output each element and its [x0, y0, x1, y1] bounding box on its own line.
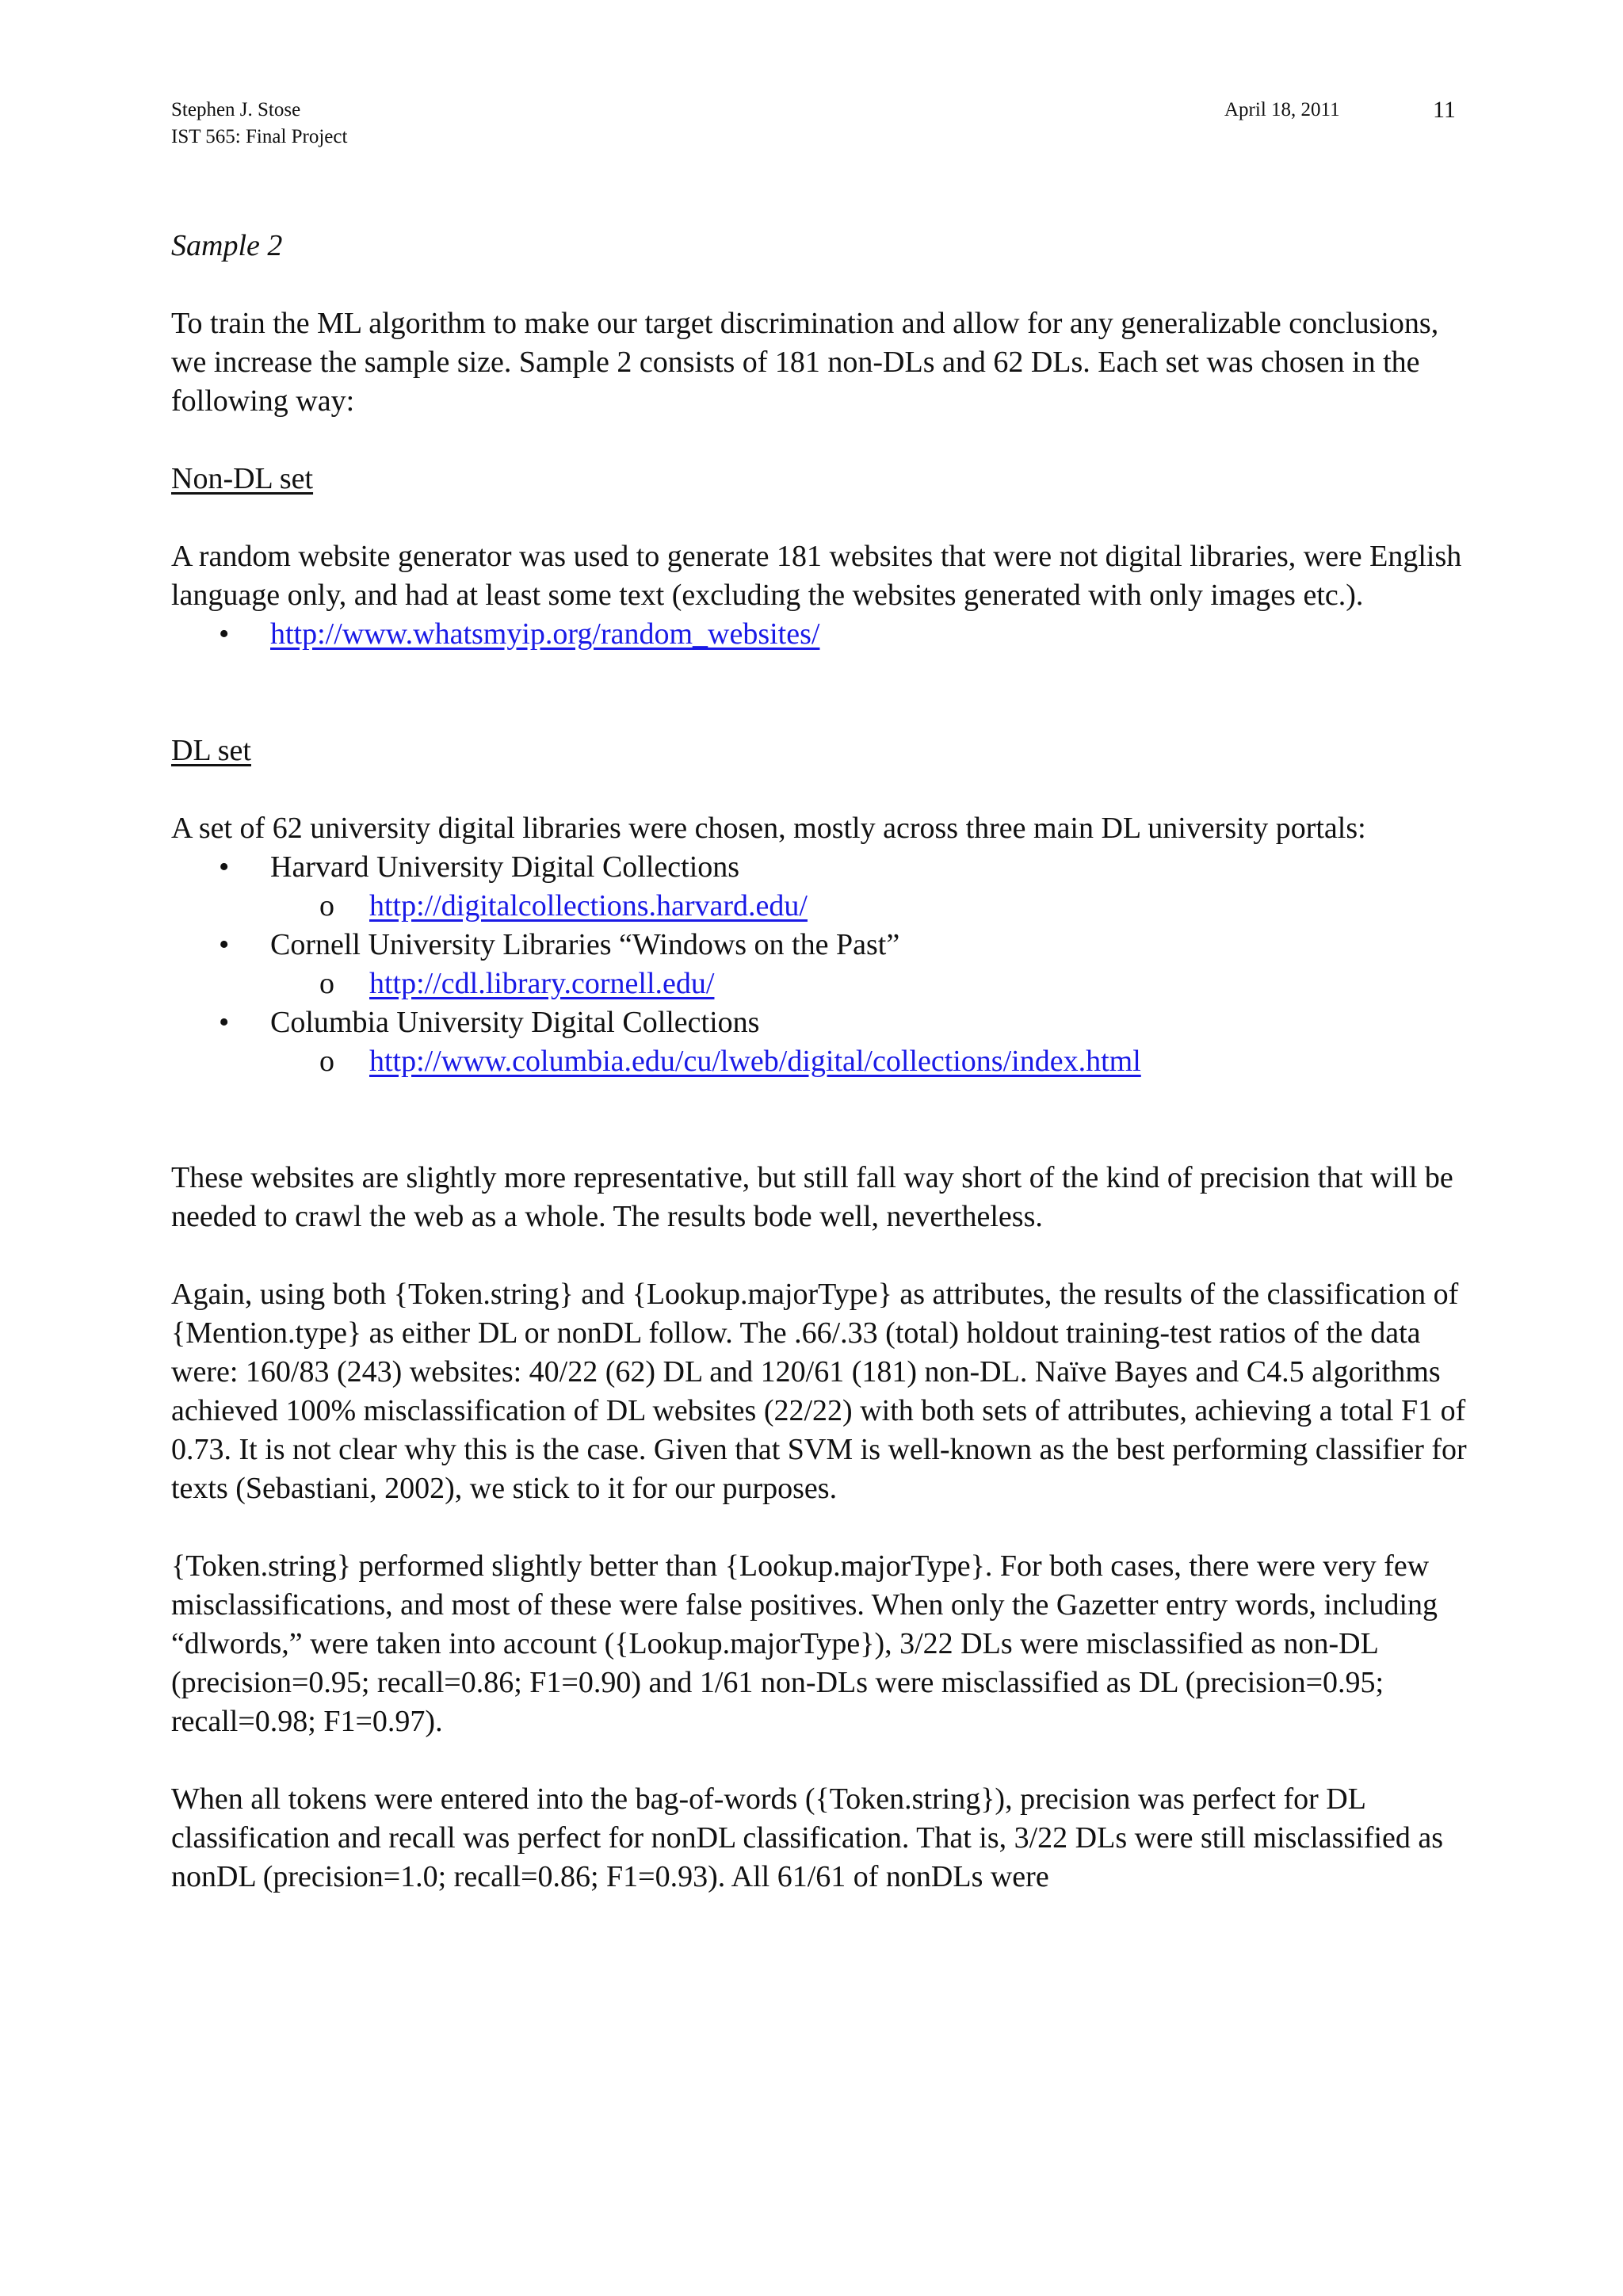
list-item	[171, 926, 1479, 1003]
intro-paragraph: To train the ML algorithm to make our target discrimination and allow for any generalizable conclusions, we increase the sample size. Sample 2 consists of 181 non-DLs and 62 DLs. Each set was chosen in the following way:	[171, 307, 1439, 418]
portal-name-harvard: Harvard University Digital Collections	[270, 850, 740, 884]
list-item	[171, 1003, 1479, 1081]
list-item	[171, 848, 1479, 926]
nondl-link-list	[171, 615, 1479, 654]
paragraph-token-string: {Token.string} performed slightly better than {Lookup.majorType}. For both cases, there were very few misclassifications, and most of these were false positives. When only the Gazetter entry words, including “dlwords,” were taken into account ({Lookup.majorType}), 3/22 DLs were misclassified as non-DL (precision=0.95; recall=0.86; F1=0.90) and 1/61 non-DLs were misclassified as DL (precision=0.95; recall=0.98; F1=0.97).	[171, 1549, 1438, 1738]
section-title: Sample 2	[171, 229, 283, 262]
header-course: IST 565: Final Project	[171, 126, 348, 147]
sub-bullet-icon: o	[319, 1045, 334, 1078]
paragraph-representative: These websites are slightly more representative, but still fall way short of the kind of precision that will be needed to crawl the web as a whole. The results bode well, nevertheless.	[171, 1161, 1453, 1233]
dl-portal-list	[171, 848, 1479, 1081]
bullet-icon: •	[219, 928, 230, 961]
random-websites-link[interactable]: http://www.whatsmyip.org/random_websites/	[270, 617, 820, 651]
sub-list	[270, 965, 1479, 1003]
header-date: April 18, 2011	[1224, 99, 1340, 120]
nondl-paragraph: A random website generator was used to generate 181 websites that were not digital libraries, were English language only, and had at least some text (excluding the websites generated with only images etc.).	[171, 540, 1462, 612]
list-item	[270, 965, 1479, 1003]
portal-name-columbia: Columbia University Digital Collections	[270, 1006, 760, 1039]
bullet-icon: •	[219, 1006, 230, 1039]
list-item	[270, 1042, 1479, 1081]
header-author: Stephen J. Stose	[171, 99, 301, 120]
sub-bullet-icon: o	[319, 967, 334, 1000]
dl-heading: DL set	[171, 734, 251, 767]
bullet-icon: •	[219, 617, 230, 651]
portal-name-cornell: Cornell University Libraries “Windows on the Past”	[270, 928, 900, 961]
document-body	[171, 227, 1479, 1897]
sub-list	[270, 1042, 1479, 1081]
bullet-icon: •	[219, 850, 230, 884]
list-item	[171, 615, 1479, 654]
paragraph-bag-of-words: When all tokens were entered into the bag-of-words ({Token.string}), precision was perfect for DL classification and recall was perfect for nonDL classification. That is, 3/22 DLs were still misclassified as nonDL (precision=1.0; recall=0.86; F1=0.93). All 61/61 of nonDLs were	[171, 1782, 1444, 1893]
columbia-link[interactable]: http://www.columbia.edu/cu/lweb/digital/collections/index.html	[369, 1045, 1141, 1078]
harvard-link[interactable]: http://digitalcollections.harvard.edu/	[369, 889, 808, 923]
nondl-heading: Non-DL set	[171, 462, 314, 495]
list-item	[270, 887, 1479, 926]
sub-bullet-icon: o	[319, 889, 334, 923]
running-header-left	[171, 97, 347, 151]
dl-paragraph: A set of 62 university digital libraries were chosen, mostly across three main DL university portals:	[171, 812, 1366, 845]
sub-list	[270, 887, 1479, 926]
cornell-link[interactable]: http://cdl.library.cornell.edu/	[369, 967, 715, 1000]
page-number: 11	[1433, 97, 1456, 123]
paragraph-classification: Again, using both {Token.string} and {Lookup.majorType} as attributes, the results of the classification of {Mention.type} as either DL or nonDL follow. The .66/.33 (total) holdout training-test ratios of the data were: 160/83 (243) websites: 40/22 (62) DL and 120/61 (181) non-DL. Naïve Bayes and C4.5 algorithms achieved 100% misclassification of DL websites (22/22) with both sets of attributes, achieving a total F1 of 0.73. It is not clear why this is the case. Given that SVM is well-known as the best performing classifier for texts (Sebastiani, 2002), we stick to it for our purposes.	[171, 1278, 1467, 1505]
